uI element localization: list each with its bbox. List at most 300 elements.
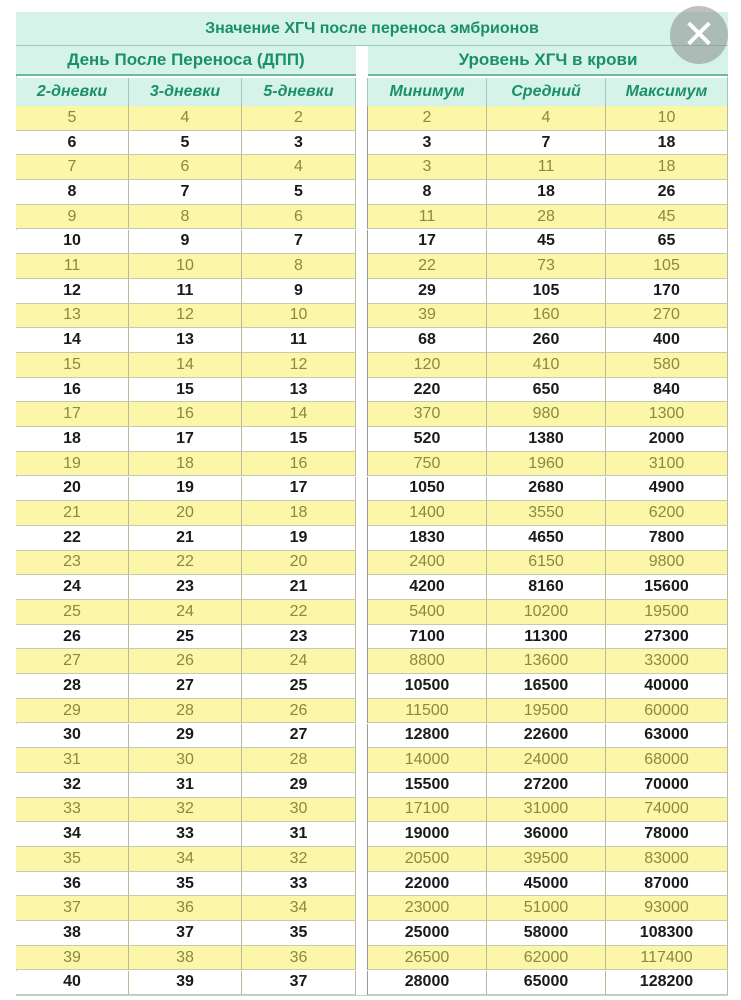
table-row [16, 575, 728, 600]
table-cell-average: 22600 [487, 724, 606, 749]
table-cell-3day: 8 [129, 205, 242, 230]
row-gap [356, 106, 368, 131]
table-cell-3day: 37 [129, 921, 242, 946]
row-gap [356, 402, 368, 427]
table-cell-maximum: 840 [606, 378, 728, 403]
row-gap [356, 575, 368, 600]
table-cell-5day: 21 [242, 575, 356, 600]
table-row [16, 896, 728, 921]
table-cell-minimum: 120 [368, 353, 487, 378]
table-cell-average: 4 [487, 106, 606, 131]
table-cell-3day: 20 [129, 501, 242, 526]
row-gap [356, 378, 368, 403]
table-cell-minimum: 15500 [368, 773, 487, 798]
row-gap [356, 649, 368, 674]
table-cell-average: 260 [487, 328, 606, 353]
table-cell-2day: 18 [16, 427, 129, 452]
table-cell-2day: 23 [16, 551, 129, 576]
table-cell-minimum: 22000 [368, 872, 487, 897]
table-cell-5day: 31 [242, 822, 356, 847]
table-cell-minimum: 25000 [368, 921, 487, 946]
table-cell-3day: 22 [129, 551, 242, 576]
table-row [16, 155, 728, 180]
table-row [16, 205, 728, 230]
table-cell-minimum: 370 [368, 402, 487, 427]
table-cell-minimum: 1830 [368, 526, 487, 551]
table-row [16, 748, 728, 773]
table-cell-2day: 5 [16, 106, 129, 131]
table-cell-5day: 5 [242, 180, 356, 205]
row-gap [356, 254, 368, 279]
table-cell-2day: 22 [16, 526, 129, 551]
table-title: Значение ХГЧ после переноса эмбрионов [16, 12, 728, 46]
table-cell-average: 62000 [487, 946, 606, 971]
table-cell-5day: 25 [242, 674, 356, 699]
table-cell-average: 27200 [487, 773, 606, 798]
table-cell-maximum: 33000 [606, 649, 728, 674]
table-cell-minimum: 10500 [368, 674, 487, 699]
table-cell-3day: 21 [129, 526, 242, 551]
table-row [16, 254, 728, 279]
table-row [16, 872, 728, 897]
table-cell-minimum: 14000 [368, 748, 487, 773]
table-cell-maximum: 105 [606, 254, 728, 279]
table-cell-2day: 25 [16, 600, 129, 625]
table-cell-3day: 39 [129, 971, 242, 996]
table-row [16, 378, 728, 403]
table-cell-5day: 9 [242, 279, 356, 304]
table-cell-3day: 6 [129, 155, 242, 180]
table-row [16, 452, 728, 477]
row-gap [356, 773, 368, 798]
row-gap [356, 625, 368, 650]
table-cell-minimum: 5400 [368, 600, 487, 625]
table-cell-maximum: 60000 [606, 699, 728, 724]
table-cell-5day: 23 [242, 625, 356, 650]
table-cell-minimum: 68 [368, 328, 487, 353]
row-gap [356, 526, 368, 551]
table-row [16, 649, 728, 674]
table-row [16, 106, 728, 131]
group-header-days: День После Переноса (ДПП) [16, 46, 356, 76]
table-cell-2day: 37 [16, 896, 129, 921]
row-gap [356, 551, 368, 576]
table-cell-minimum: 2400 [368, 551, 487, 576]
table-row [16, 131, 728, 156]
table-cell-maximum: 78000 [606, 822, 728, 847]
group-header-hcg-level: Уровень ХГЧ в крови [368, 46, 728, 76]
table-cell-5day: 29 [242, 773, 356, 798]
table-cell-3day: 27 [129, 674, 242, 699]
table-cell-average: 31000 [487, 798, 606, 823]
table-cell-minimum: 39 [368, 304, 487, 329]
table-row [16, 946, 728, 971]
table-cell-5day: 19 [242, 526, 356, 551]
table-cell-3day: 11 [129, 279, 242, 304]
table-cell-2day: 34 [16, 822, 129, 847]
column-header-3day: 3-дневки [129, 78, 242, 106]
table-cell-minimum: 17100 [368, 798, 487, 823]
table-cell-minimum: 3 [368, 131, 487, 156]
table-cell-maximum: 108300 [606, 921, 728, 946]
table-cell-maximum: 170 [606, 279, 728, 304]
column-header-row [16, 78, 728, 106]
table-cell-maximum: 18 [606, 155, 728, 180]
table-cell-2day: 12 [16, 279, 129, 304]
table-cell-2day: 24 [16, 575, 129, 600]
row-gap [356, 205, 368, 230]
table-cell-maximum: 19500 [606, 600, 728, 625]
table-cell-maximum: 45 [606, 205, 728, 230]
table-cell-average: 18 [487, 180, 606, 205]
table-cell-maximum: 70000 [606, 773, 728, 798]
table-cell-2day: 36 [16, 872, 129, 897]
table-cell-5day: 2 [242, 106, 356, 131]
table-cell-maximum: 63000 [606, 724, 728, 749]
row-gap [356, 847, 368, 872]
table-cell-3day: 7 [129, 180, 242, 205]
table-row [16, 551, 728, 576]
table-cell-2day: 40 [16, 971, 129, 996]
table-cell-2day: 31 [16, 748, 129, 773]
table-cell-average: 45 [487, 230, 606, 255]
table-row [16, 625, 728, 650]
table-cell-5day: 30 [242, 798, 356, 823]
table-cell-maximum: 117400 [606, 946, 728, 971]
table-cell-2day: 20 [16, 477, 129, 502]
table-row [16, 798, 728, 823]
table-cell-5day: 11 [242, 328, 356, 353]
row-gap [356, 131, 368, 156]
table-cell-minimum: 4200 [368, 575, 487, 600]
table-cell-minimum: 1400 [368, 501, 487, 526]
table-cell-3day: 9 [129, 230, 242, 255]
table-cell-5day: 4 [242, 155, 356, 180]
row-gap [356, 279, 368, 304]
table-cell-3day: 23 [129, 575, 242, 600]
row-gap [356, 452, 368, 477]
table-cell-3day: 33 [129, 822, 242, 847]
table-cell-minimum: 3 [368, 155, 487, 180]
table-cell-maximum: 128200 [606, 971, 728, 996]
table-cell-5day: 33 [242, 872, 356, 897]
table-row [16, 724, 728, 749]
table-cell-minimum: 11 [368, 205, 487, 230]
table-cell-minimum: 220 [368, 378, 487, 403]
row-gap [356, 155, 368, 180]
table-cell-2day: 13 [16, 304, 129, 329]
table-cell-maximum: 10 [606, 106, 728, 131]
table-cell-average: 8160 [487, 575, 606, 600]
table-cell-average: 410 [487, 353, 606, 378]
table-cell-5day: 36 [242, 946, 356, 971]
row-gap [356, 872, 368, 897]
table-cell-3day: 4 [129, 106, 242, 131]
table-cell-3day: 13 [129, 328, 242, 353]
table-cell-average: 58000 [487, 921, 606, 946]
table-cell-2day: 19 [16, 452, 129, 477]
table-cell-3day: 34 [129, 847, 242, 872]
table-cell-maximum: 18 [606, 131, 728, 156]
table-cell-minimum: 23000 [368, 896, 487, 921]
table-cell-5day: 34 [242, 896, 356, 921]
row-gap [356, 946, 368, 971]
table-cell-average: 4650 [487, 526, 606, 551]
table-cell-average: 105 [487, 279, 606, 304]
table-cell-minimum: 1050 [368, 477, 487, 502]
table-cell-average: 28 [487, 205, 606, 230]
table-cell-3day: 10 [129, 254, 242, 279]
row-gap [356, 304, 368, 329]
table-cell-2day: 30 [16, 724, 129, 749]
row-gap [356, 600, 368, 625]
column-header-5day: 5-дневки [242, 78, 356, 106]
row-gap [356, 971, 368, 996]
table-cell-2day: 16 [16, 378, 129, 403]
table-cell-3day: 24 [129, 600, 242, 625]
table-row [16, 230, 728, 255]
table-row [16, 501, 728, 526]
table-cell-average: 6150 [487, 551, 606, 576]
table-cell-maximum: 270 [606, 304, 728, 329]
table-row [16, 279, 728, 304]
table-row [16, 353, 728, 378]
table-cell-average: 1380 [487, 427, 606, 452]
table-cell-average: 2680 [487, 477, 606, 502]
table-cell-5day: 3 [242, 131, 356, 156]
table-cell-average: 1960 [487, 452, 606, 477]
table-cell-3day: 30 [129, 748, 242, 773]
table-cell-2day: 33 [16, 798, 129, 823]
row-gap [356, 427, 368, 452]
table-row [16, 971, 728, 996]
row-gap [356, 477, 368, 502]
table-cell-maximum: 93000 [606, 896, 728, 921]
row-gap [356, 674, 368, 699]
table-cell-2day: 6 [16, 131, 129, 156]
table-cell-2day: 17 [16, 402, 129, 427]
row-gap [356, 748, 368, 773]
table-cell-5day: 22 [242, 600, 356, 625]
table-cell-3day: 25 [129, 625, 242, 650]
row-gap [356, 724, 368, 749]
table-cell-5day: 16 [242, 452, 356, 477]
table-cell-2day: 32 [16, 773, 129, 798]
table-cell-minimum: 11500 [368, 699, 487, 724]
table-cell-5day: 8 [242, 254, 356, 279]
table-cell-3day: 29 [129, 724, 242, 749]
table-cell-3day: 28 [129, 699, 242, 724]
table-cell-2day: 15 [16, 353, 129, 378]
table-cell-5day: 15 [242, 427, 356, 452]
table-cell-average: 13600 [487, 649, 606, 674]
table-cell-average: 11300 [487, 625, 606, 650]
table-cell-minimum: 750 [368, 452, 487, 477]
table-cell-5day: 20 [242, 551, 356, 576]
table-cell-2day: 28 [16, 674, 129, 699]
column-gap [356, 78, 368, 106]
table-cell-maximum: 68000 [606, 748, 728, 773]
table-row [16, 402, 728, 427]
table-cell-maximum: 580 [606, 353, 728, 378]
table-cell-maximum: 15600 [606, 575, 728, 600]
table-cell-2day: 21 [16, 501, 129, 526]
table-cell-2day: 8 [16, 180, 129, 205]
table-row [16, 600, 728, 625]
column-header-maximum: Максимум [606, 78, 728, 106]
table-cell-average: 7 [487, 131, 606, 156]
table-cell-5day: 17 [242, 477, 356, 502]
table-cell-maximum: 40000 [606, 674, 728, 699]
table-cell-5day: 10 [242, 304, 356, 329]
row-gap [356, 501, 368, 526]
table-cell-maximum: 9800 [606, 551, 728, 576]
table-cell-maximum: 2000 [606, 427, 728, 452]
table-cell-2day: 39 [16, 946, 129, 971]
column-header-2day: 2-дневки [16, 78, 129, 106]
table-cell-5day: 18 [242, 501, 356, 526]
table-cell-5day: 27 [242, 724, 356, 749]
row-gap [356, 353, 368, 378]
table-row [16, 847, 728, 872]
table-cell-maximum: 1300 [606, 402, 728, 427]
table-cell-2day: 29 [16, 699, 129, 724]
table-row [16, 180, 728, 205]
table-cell-3day: 16 [129, 402, 242, 427]
table-cell-average: 10200 [487, 600, 606, 625]
table-cell-5day: 35 [242, 921, 356, 946]
close-icon[interactable]: ✕ [670, 6, 728, 64]
table-cell-average: 11 [487, 155, 606, 180]
table-cell-average: 65000 [487, 971, 606, 996]
table-cell-2day: 10 [16, 230, 129, 255]
row-gap [356, 328, 368, 353]
table-cell-2day: 38 [16, 921, 129, 946]
table-row [16, 773, 728, 798]
table-cell-3day: 17 [129, 427, 242, 452]
table-cell-average: 980 [487, 402, 606, 427]
table-cell-average: 16500 [487, 674, 606, 699]
table-cell-minimum: 20500 [368, 847, 487, 872]
table-row [16, 427, 728, 452]
table-cell-maximum: 400 [606, 328, 728, 353]
table-cell-3day: 15 [129, 378, 242, 403]
table-cell-2day: 11 [16, 254, 129, 279]
table-row [16, 921, 728, 946]
table-cell-average: 45000 [487, 872, 606, 897]
table-cell-maximum: 27300 [606, 625, 728, 650]
table-cell-maximum: 6200 [606, 501, 728, 526]
table-cell-5day: 12 [242, 353, 356, 378]
table-row [16, 822, 728, 847]
table-cell-5day: 6 [242, 205, 356, 230]
row-gap [356, 822, 368, 847]
table-cell-maximum: 4900 [606, 477, 728, 502]
table-cell-3day: 26 [129, 649, 242, 674]
table-cell-minimum: 22 [368, 254, 487, 279]
table-cell-5day: 26 [242, 699, 356, 724]
table-cell-maximum: 74000 [606, 798, 728, 823]
table-cell-3day: 19 [129, 477, 242, 502]
table-cell-3day: 38 [129, 946, 242, 971]
table-cell-3day: 32 [129, 798, 242, 823]
table-cell-5day: 32 [242, 847, 356, 872]
table-cell-5day: 24 [242, 649, 356, 674]
table-row [16, 526, 728, 551]
row-gap [356, 798, 368, 823]
row-gap [356, 180, 368, 205]
table-row [16, 477, 728, 502]
table-cell-average: 3550 [487, 501, 606, 526]
table-cell-5day: 28 [242, 748, 356, 773]
table-cell-maximum: 7800 [606, 526, 728, 551]
column-header-minimum: Минимум [368, 78, 487, 106]
table-cell-2day: 35 [16, 847, 129, 872]
table-row [16, 699, 728, 724]
row-gap [356, 896, 368, 921]
table-cell-5day: 13 [242, 378, 356, 403]
table-cell-average: 36000 [487, 822, 606, 847]
row-gap [356, 230, 368, 255]
table-cell-minimum: 7100 [368, 625, 487, 650]
table-cell-3day: 36 [129, 896, 242, 921]
table-cell-minimum: 12800 [368, 724, 487, 749]
table-cell-minimum: 28000 [368, 971, 487, 996]
table-cell-maximum: 26 [606, 180, 728, 205]
table-cell-maximum: 87000 [606, 872, 728, 897]
column-header-average: Средний [487, 78, 606, 106]
table-cell-5day: 37 [242, 971, 356, 996]
row-gap [356, 921, 368, 946]
table-cell-3day: 14 [129, 353, 242, 378]
table-cell-2day: 14 [16, 328, 129, 353]
table-cell-minimum: 2 [368, 106, 487, 131]
table-cell-5day: 14 [242, 402, 356, 427]
table-cell-3day: 12 [129, 304, 242, 329]
table-cell-average: 160 [487, 304, 606, 329]
table-cell-minimum: 8800 [368, 649, 487, 674]
table-cell-minimum: 520 [368, 427, 487, 452]
table-cell-maximum: 83000 [606, 847, 728, 872]
table-cell-average: 19500 [487, 699, 606, 724]
row-gap [356, 699, 368, 724]
table-cell-maximum: 3100 [606, 452, 728, 477]
table-cell-2day: 9 [16, 205, 129, 230]
table-cell-3day: 31 [129, 773, 242, 798]
table-cell-minimum: 17 [368, 230, 487, 255]
table-cell-2day: 26 [16, 625, 129, 650]
table-cell-average: 24000 [487, 748, 606, 773]
table-cell-minimum: 26500 [368, 946, 487, 971]
table-cell-2day: 7 [16, 155, 129, 180]
table-cell-3day: 18 [129, 452, 242, 477]
table-cell-3day: 5 [129, 131, 242, 156]
table-row [16, 304, 728, 329]
table-row [16, 674, 728, 699]
table-cell-minimum: 19000 [368, 822, 487, 847]
group-header-row [16, 46, 728, 76]
table-cell-2day: 27 [16, 649, 129, 674]
table-cell-minimum: 8 [368, 180, 487, 205]
table-cell-average: 51000 [487, 896, 606, 921]
table-row [16, 328, 728, 353]
table-cell-minimum: 29 [368, 279, 487, 304]
table-cell-average: 73 [487, 254, 606, 279]
table-cell-5day: 7 [242, 230, 356, 255]
table-cell-average: 39500 [487, 847, 606, 872]
table-cell-average: 650 [487, 378, 606, 403]
table-cell-3day: 35 [129, 872, 242, 897]
